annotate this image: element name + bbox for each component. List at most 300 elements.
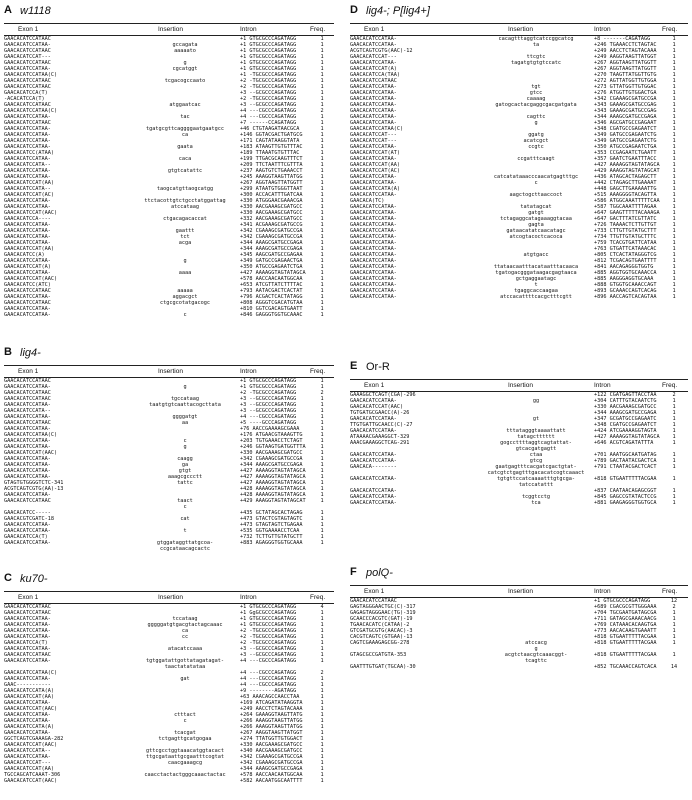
frequency: 1	[672, 42, 676, 48]
exon-sequence: TGCCAGCATCAAAT-306	[4, 772, 61, 778]
panel-title: lig4-	[20, 347, 41, 359]
exon-sequence: GAACACGTCGATC-18	[4, 516, 54, 522]
panel-e	[350, 360, 688, 522]
frequency: 4	[320, 604, 324, 610]
exon-sequence: GAACACATCCATAA-	[4, 222, 51, 228]
exon-sequence: GAACACATCCATAA-	[4, 306, 51, 312]
header-insertion: Insertion	[158, 26, 183, 33]
frequency: 1	[672, 640, 676, 646]
exon-sequence: GAACACATCCATAA-	[4, 204, 51, 210]
exon-sequence: GAACACATCCATAA(C)	[4, 432, 58, 438]
frequency: 1	[320, 300, 324, 306]
exon-sequence: GAACACATCCATAA-	[4, 456, 51, 462]
exon-sequence: GAACACATCCATAAC	[350, 598, 397, 604]
intron-sequence: +1 GTGCGCCCAGATAGG	[240, 66, 297, 72]
exon-sequence: GAAC-----------	[4, 682, 51, 688]
intron-sequence: +176 ATGAACGTAAAGTTG	[240, 432, 303, 438]
intron-sequence: +203 TGTGAAACCTCTAGT	[240, 438, 303, 444]
insertion-sequence: atgtgacc	[523, 252, 549, 258]
frequency: 1	[320, 534, 324, 540]
intron-sequence: +515 AAAGGGGTACAGTTA	[594, 192, 657, 198]
intron-sequence: +330 AACGAAAGCGATGCC	[594, 404, 657, 410]
exon-sequence: GAACACATCCATAA-	[4, 174, 51, 180]
insertion-sequence: taogcatgttaogcatgg	[156, 186, 214, 192]
insertion-sequence: cgcatggt	[172, 66, 198, 72]
insertion-sequence: ttataacaatttacataatttacaaca	[493, 264, 579, 270]
frequency: 1	[320, 694, 324, 700]
insertion-sequence: tctgagttgcatgogaa	[158, 736, 212, 742]
intron-sequence: +732 TCTTGTTGTATGCTT	[240, 534, 303, 540]
intron-sequence: +199 TTGACGCAAGTTTCT	[240, 156, 303, 162]
panel-d	[350, 4, 688, 326]
header-intron: Intron	[240, 368, 257, 375]
insertion-sequence: taact	[177, 498, 193, 504]
intron-sequence: +342 CGAAAGCGATGCCGA	[240, 228, 303, 234]
intron-sequence: +535 GGTGAAAACCTCAA	[240, 528, 300, 534]
frequency: 1	[672, 84, 676, 90]
exon-sequence: GAACACATCCATAAC	[350, 78, 397, 84]
exon-sequence: TGTGATGCGAACC(A)-26	[350, 410, 410, 416]
header-intron: Intron	[594, 26, 611, 33]
frequency: 1	[320, 760, 324, 766]
intron-sequence: +1 GTGCGCCCAGATAGG	[240, 604, 297, 610]
frequency: 1	[320, 186, 324, 192]
frequency: 1	[672, 246, 676, 252]
insertion-sequence: tgtggatattgottatagatagat-	[145, 658, 225, 664]
exon-sequence: GAACACATCCATAA-	[4, 240, 51, 246]
frequency: 1	[320, 114, 324, 120]
intron-sequence: +300 ACCACATTTGATCAA	[240, 192, 303, 198]
frequency: 1	[672, 132, 676, 138]
header-exon: Exon 1	[18, 26, 39, 33]
exon-sequence: GAACACATCCATAA-	[350, 500, 397, 506]
frequency: 1	[320, 420, 324, 426]
exon-sequence: GAACACATCCATAA-	[4, 114, 51, 120]
exon-sequence: GAACACATCCATAA-	[4, 522, 51, 528]
intron-sequence: +427 AAAAGGTAGTATAGCA	[240, 480, 306, 486]
frequency: 1	[672, 204, 676, 210]
intron-sequence: +343 GAAAGCGATGCCGAG	[594, 102, 657, 108]
intron-sequence: +883 AGAGGGTGGTGCAAA	[240, 540, 303, 546]
frequency: 12	[670, 598, 678, 604]
exon-sequence: ACGTCAGTCGTG(AA)-13	[4, 486, 64, 492]
frequency: 1	[320, 528, 324, 534]
insertion-sequence: cagttc	[526, 114, 546, 120]
exon-sequence: GAACACATCCATAA-	[350, 476, 397, 482]
frequency: 1	[320, 66, 324, 72]
exon-sequence: GAACACATCCATAA-	[350, 452, 397, 458]
exon-sequence: GAACACATCCAT(AC)	[350, 168, 400, 174]
intron-sequence: +1 -TGCGCCCAGATAGG	[240, 72, 297, 78]
exon-sequence: GAACACATCCATAA-	[4, 384, 51, 390]
exon-sequence: GAACACATCCATAA-	[4, 634, 51, 640]
header-exon: Exon 1	[18, 368, 39, 375]
frequency: 1	[320, 168, 324, 174]
frequency: 1	[672, 270, 676, 276]
frequency: 2	[320, 108, 324, 114]
insertion-sequence: ggggatgt	[172, 414, 198, 420]
intron-sequence: +711 GATAGCGAAACAACG	[594, 616, 657, 622]
frequency: 1	[672, 622, 676, 628]
exon-sequence: GAACACATCCATAA-	[4, 402, 51, 408]
frequency: 1	[320, 36, 324, 42]
exon-sequence: GAACACATCCATAA-	[4, 294, 51, 300]
frequency: 1	[672, 60, 676, 66]
exon-sequence: GAACACATCCATAA-	[350, 494, 397, 500]
intron-sequence: +4 ---CGCCCAGATAGG	[240, 108, 297, 114]
sequence-row	[350, 652, 688, 664]
intron-sequence: +189 TTAAATGTGTTTAC	[240, 150, 300, 156]
insertion-sequence: g	[183, 384, 187, 390]
intron-sequence: +837 CAATAACAGAGCGGT	[594, 488, 657, 494]
frequency: 2	[672, 604, 676, 610]
column-header	[4, 23, 334, 36]
exon-sequence: GAACACATCC(A)	[4, 252, 45, 258]
intron-sequence: +4 ---CGCCCAGATAGG	[240, 682, 297, 688]
intron-sequence: +473 GTAGTAGTCTGAGAA	[240, 522, 303, 528]
insertion-sequence: ccgtc	[528, 144, 544, 150]
sequence-row	[350, 640, 688, 652]
frequency: 1	[320, 84, 324, 90]
exon-sequence: GAACACATCCATAA-	[350, 114, 397, 120]
column-header	[4, 365, 334, 378]
frequency: 1	[672, 494, 676, 500]
frequency: 2	[672, 392, 676, 398]
sequence-rows	[4, 604, 334, 784]
exon-sequence: GAACACATCCATAA-	[350, 428, 397, 434]
exon-sequence: AAACGAAAGGCTCAG-291	[350, 440, 410, 446]
frequency: 1	[320, 736, 324, 742]
intron-sequence: +841 AACAGAGGGTGGTG	[594, 264, 654, 270]
insertion-sequence: gg	[532, 398, 540, 404]
exon-sequence: TTGTGATTGCAACC(C)-27	[350, 422, 413, 428]
exon-sequence: GAACACATCCATAA-	[4, 622, 51, 628]
frequency: 1	[672, 198, 676, 204]
frequency: 1	[320, 408, 324, 414]
intron-sequence: +9 --------AGATAGG	[240, 688, 297, 694]
intron-sequence: +818 GTGAATTTTTACGAA	[594, 476, 657, 482]
sequence-row	[350, 440, 688, 452]
insertion-sequence: gtggataggttatgcoa-	[156, 540, 214, 546]
frequency: 1	[320, 766, 324, 772]
exon-sequence: GAACACATCCATAA-	[350, 294, 397, 300]
frequency: 1	[320, 658, 324, 664]
intron-sequence: +46 CTGTAAGATAACGCA	[240, 126, 300, 132]
intron-sequence: +427 AAAAGGTAGTATAGCA	[594, 162, 660, 168]
insertion-sequence-continued: tatccatattt	[518, 482, 554, 488]
intron-sequence: +2 -TGCGCCCAGATAGG	[240, 390, 297, 396]
insertion-sequence: gatogcactacgaggcgacgatgata	[495, 102, 577, 108]
insertion-sequence: tttatagggtaaaattatt	[506, 428, 566, 434]
intron-sequence: +122 CGATGAGTTACCTAA	[594, 392, 657, 398]
frequency: 1	[320, 264, 324, 270]
intron-sequence: +436 ATAGCACTAGAGCTT	[594, 174, 657, 180]
frequency: 1	[320, 492, 324, 498]
exon-sequence: GAACACATCCATAAC	[4, 396, 51, 402]
column-header	[350, 379, 688, 392]
exon-sequence: GTAGCGCCGATGTA-353	[350, 652, 407, 658]
exon-sequence: GAACACATCCA(T)	[4, 534, 48, 540]
frequency: 1	[672, 48, 676, 54]
frequency: 1	[672, 216, 676, 222]
exon-sequence: GAACACATCCATAA-	[350, 90, 397, 96]
frequency: 1	[320, 426, 324, 432]
intron-sequence: +272 AGTTATGGTTGTGGA	[594, 78, 657, 84]
exon-sequence: GAACACATCCAT(A)	[4, 264, 51, 270]
intron-sequence: +812 TCGACAGTGAATTTT	[594, 258, 657, 264]
insertion-sequence: tac	[180, 114, 190, 120]
exon-sequence: GAACACATCCATAAC	[4, 84, 51, 90]
frequency: 1	[320, 676, 324, 682]
intron-sequence: +429 AAAGGTAGTATAGCAT	[594, 168, 660, 174]
exon-sequence: GAACACATCCAT(AC)	[4, 192, 54, 198]
exon-sequence: GAACACATCCATAA-	[350, 282, 397, 288]
insertion-sequence: ctgacagacaccat	[163, 216, 207, 222]
frequency: 1	[672, 156, 676, 162]
intron-sequence: +346 AGCGATGCCGAGAAT	[594, 120, 657, 126]
frequency: 1	[320, 180, 324, 186]
intron-sequence: +1 GgGCGCCCAGATAGG	[240, 610, 297, 616]
insertion-sequence: tca	[531, 500, 541, 506]
intron-sequence: +345 AAGCGATGCCGAGAA	[240, 252, 303, 258]
intron-sequence: +2 -TGCGCCCAGATAGG	[240, 634, 297, 640]
intron-sequence: +818 GTGAATTTTTACGAA	[594, 640, 657, 646]
frequency: 1	[320, 270, 324, 276]
intron-sequence: +1 GTGCGCCCAGATAGG	[240, 616, 297, 622]
insertion-sequence: tgtgttccatcaaaatttgtgcga-	[496, 476, 576, 482]
intron-sequence: +169 ATCAGATATAAGGTA	[240, 700, 303, 706]
frequency: 1	[320, 498, 324, 504]
frequency: 1	[320, 204, 324, 210]
insertion-sequence: atccataag	[170, 204, 200, 210]
exon-sequence: GAACACA(TC)	[350, 198, 385, 204]
header-exon: Exon 1	[364, 26, 385, 33]
frequency: 1	[320, 778, 324, 784]
intron-sequence: +1 GTGCGCCCAGATAGG	[240, 36, 297, 42]
insertion-sequence-continued: catcgtctgagtttgacacatcogtcaaact	[487, 470, 585, 476]
insertion-sequence: ta	[532, 42, 540, 48]
insertion-sequence: gccagata	[172, 42, 198, 48]
frequency: 2	[320, 670, 324, 676]
panel-letter: C	[4, 572, 12, 584]
intron-sequence: +428 AAAAGGTAGTATAGCA	[240, 486, 306, 492]
frequency: 1	[320, 126, 324, 132]
insertion-sequence: gaatgagtttcacgatcgactgtat-	[495, 464, 577, 470]
sequence-rows	[350, 392, 688, 506]
insertion-sequence: aaaaa	[177, 288, 193, 294]
frequency: 1	[320, 258, 324, 264]
frequency: 1	[320, 174, 324, 180]
frequency: 1	[320, 396, 324, 402]
insertion-sequence: ttcgtc	[526, 54, 546, 60]
exon-sequence: GAACACATCCATAAC	[4, 36, 51, 42]
panel-b	[4, 346, 334, 552]
intron-sequence: +885 AGGTGGTGCAAACCA	[594, 270, 657, 276]
exon-sequence: GAACACATCCATAA-	[350, 174, 397, 180]
frequency: 1	[672, 240, 676, 246]
insertion-sequence: atccacg	[525, 640, 547, 646]
insertion-sequence: gataacatatcaacatagc	[506, 228, 566, 234]
exon-sequence: ATAAAACGAAAGGCT-329	[350, 434, 410, 440]
intron-sequence: +763 GTGATTCATAAACAC	[594, 246, 657, 252]
exon-sequence: GAACACATCCATAA-	[350, 228, 397, 234]
intron-sequence: +582 AACAATGGCAATTTT	[240, 778, 303, 784]
exon-sequence: GAACACATCCAT(AAC)	[4, 276, 58, 282]
exon-sequence: GAACACATCCATAA-	[350, 252, 397, 258]
intron-sequence: +348 CGATGCCGAGAATCT	[594, 422, 657, 428]
insertion-sequence: tcgacogccaato	[164, 78, 206, 84]
frequency: 1	[320, 312, 324, 318]
intron-sequence: +885 AAGGGAGGTGCAAA	[594, 276, 654, 282]
insertion-sequence: acga	[178, 240, 192, 246]
frequency: 1	[320, 156, 324, 162]
exon-sequence: GAACACATCCATAA(C)	[350, 126, 404, 132]
frequency: 1	[320, 706, 324, 712]
exon-sequence: GAACACATCCAT(AAC)	[4, 706, 58, 712]
intron-sequence: +246 TGAAACCTCTAGTAC	[594, 42, 657, 48]
frequency: 1	[320, 456, 324, 462]
header-insertion: Insertion	[508, 588, 533, 595]
intron-sequence: +146 GGTACGACTGATGCG	[240, 132, 303, 138]
frequency: 1	[320, 754, 324, 760]
intron-sequence: +7 ------CCAGATAGG	[240, 120, 297, 126]
frequency: 1	[320, 414, 324, 420]
intron-sequence: +8 -------CAGATAGG	[594, 36, 651, 42]
intron-sequence: +3 --GCGCCCAGATAGG	[240, 408, 297, 414]
header-freq: Freq.	[662, 588, 678, 595]
intron-sequence: +349 GATGCCGAGAATCTG	[594, 132, 657, 138]
insertion-sequence: tagatgtgtgtccatc	[511, 60, 561, 66]
header-insertion: Insertion	[158, 594, 183, 601]
frequency: 1	[672, 126, 676, 132]
intron-sequence: +647 GAAGTTTTTACAAAGA	[594, 210, 660, 216]
sequence-row	[350, 500, 688, 506]
insertion-sequence: c	[183, 312, 187, 318]
intron-sequence: +586 ATGGCAAATTTTTCAA	[594, 198, 660, 204]
intron-sequence: +266 AAAGGTAAGTTATGG	[240, 724, 303, 730]
panel-title: w1118	[20, 5, 51, 17]
insertion-sequence: tgatogacgggataagacgagtaaca	[495, 270, 577, 276]
sequence-row	[350, 294, 688, 300]
intron-sequence: +330 AACGAAAGCGATGCC	[240, 742, 303, 748]
insertion-sequence: gaata	[177, 144, 193, 150]
insertion-sequence: atcogtacoctcacoca	[509, 234, 563, 240]
exon-sequence: GCAACCCACGTC(GAT)-19	[350, 616, 413, 622]
frequency: 1	[672, 500, 676, 506]
exon-sequence: GAACACATCCAT(AA)	[4, 766, 54, 772]
intron-sequence: +881 GAAGAGGGTGGTGCA	[594, 500, 657, 506]
exon-sequence: GAACACATCCATAAC	[4, 60, 51, 66]
exon-sequence: GAACACATCCATAA-	[350, 276, 397, 282]
frequency: 1	[320, 222, 324, 228]
exon-sequence: GAACACATCCATAAC	[4, 378, 51, 384]
intron-sequence: +1 GTGCGCCCAGATAGG	[240, 60, 297, 66]
frequency: 1	[672, 66, 676, 72]
intron-sequence: +246 GGTAAGTGATGGTTTA	[240, 444, 306, 450]
exon-sequence: GAACACATCCATAA-	[350, 416, 397, 422]
insertion-sequence: cat	[180, 516, 190, 522]
insertion-sequence: tccataag	[172, 616, 198, 622]
sequence-row	[4, 778, 334, 784]
column-header	[350, 585, 688, 598]
intron-sequence: +646 ACGTCAGATATTTA	[594, 440, 654, 446]
exon-sequence: GAACACATCCATAA-	[4, 754, 51, 760]
exon-sequence: GAACACATCCATAAC	[4, 78, 51, 84]
exon-sequence: GAACACATCCAT(AA)	[4, 694, 54, 700]
frequency: 1	[672, 252, 676, 258]
intron-sequence: +276 ATGGTTGTGGACTGA	[594, 90, 657, 96]
exon-sequence: GAACACATCCATAAC	[4, 420, 51, 426]
frequency: 1	[672, 404, 676, 410]
exon-sequence: GAACACATCCAT(AAC)	[4, 778, 58, 784]
intron-sequence: +267 AGGTAAGTTATGGTT	[594, 60, 657, 66]
intron-sequence: +183 ATAAGTTGTGTTTAC	[240, 144, 303, 150]
intron-sequence: +344 AAAGCGATGCCGAGA	[240, 240, 303, 246]
frequency: 1	[672, 222, 676, 228]
frequency: 1	[320, 516, 324, 522]
frequency: 1	[320, 132, 324, 138]
intron-sequence: +299 ATAATGTGGGTTAAT	[240, 186, 303, 192]
header-exon: Exon 1	[364, 588, 385, 595]
panel-title: polQ-	[366, 567, 393, 579]
exon-sequence: GAACACATCCATAA-	[4, 312, 51, 318]
intron-sequence: +2 -TGCGCCCAGATAGG	[240, 640, 297, 646]
intron-sequence: +76 AACCGAAAAGCGAAA	[240, 426, 300, 432]
exon-sequence: GAACACATCCATAA-	[350, 36, 397, 42]
insertion-sequence: c	[183, 718, 187, 724]
intron-sequence: +264 GAAAGGTAAGTTATG	[240, 712, 303, 718]
sequence-row	[350, 476, 688, 488]
intron-sequence: +4 ---CGCCCAGATAGG	[240, 670, 297, 676]
frequency: 1	[672, 234, 676, 240]
intron-sequence: +689 CGACGCGTTGGGAAA	[594, 604, 657, 610]
exon-sequence: GAACACATCCATAAC	[4, 498, 51, 504]
intron-sequence: +344 AAAGCGATGCCGAGA	[240, 462, 303, 468]
exon-sequence: GAACACATCCATAA-	[4, 718, 51, 724]
intron-sequence: +344 AAAGCGATGCCGAGA	[594, 114, 657, 120]
frequency: 1	[320, 96, 324, 102]
intron-sequence: +846 GAGGGTGGTGCAAAC	[240, 312, 303, 318]
intron-sequence: +428 AAAAGGTAGTATAGCA	[240, 492, 306, 498]
frequency: 1	[320, 510, 324, 516]
frequency: 1	[320, 640, 324, 646]
exon-sequence: GAACACATCCATAAC	[4, 120, 51, 126]
frequency: 1	[320, 48, 324, 54]
intron-sequence: +349 GATGCCGAGAACTGA	[240, 258, 303, 264]
insertion-sequence: aggacgct	[172, 294, 198, 300]
insertion-sequence: tgt	[531, 84, 541, 90]
frequency: 1	[320, 138, 324, 144]
frequency: 1	[672, 210, 676, 216]
panel-letter: B	[4, 346, 12, 358]
frequency: 1	[320, 246, 324, 252]
intron-sequence: +587 TGGCAAATTTTAGAA	[594, 204, 657, 210]
intron-sequence: +818 GTGAATTTTTACGAA	[594, 634, 657, 640]
intron-sequence: +304 CATTTGTACAATCTG	[594, 398, 657, 404]
frequency: 1	[320, 634, 324, 640]
intron-sequence: +249 AAGGTAAGTTATGGT	[594, 54, 657, 60]
insertion-sequence: ctgcgcotatgacogc	[160, 300, 210, 306]
intron-sequence: +3 --GCGCCCAGATAGG	[240, 102, 297, 108]
intron-sequence: +435 GCTATAGCACTAGAG	[240, 510, 303, 516]
sequence-rows	[350, 598, 688, 670]
intron-sequence: +274 TTATGGTTGTGGACT	[240, 736, 303, 742]
exon-sequence: GAACACATCCATAA-	[4, 468, 51, 474]
exon-sequence: GAACACATCCATAA-	[350, 42, 397, 48]
intron-sequence: +4 ---CGCCCAGATAGG	[240, 658, 297, 664]
insertion-sequence: ca	[181, 132, 189, 138]
insertion-sequence: gttcgcctggtaaacatggtacact	[145, 748, 225, 754]
